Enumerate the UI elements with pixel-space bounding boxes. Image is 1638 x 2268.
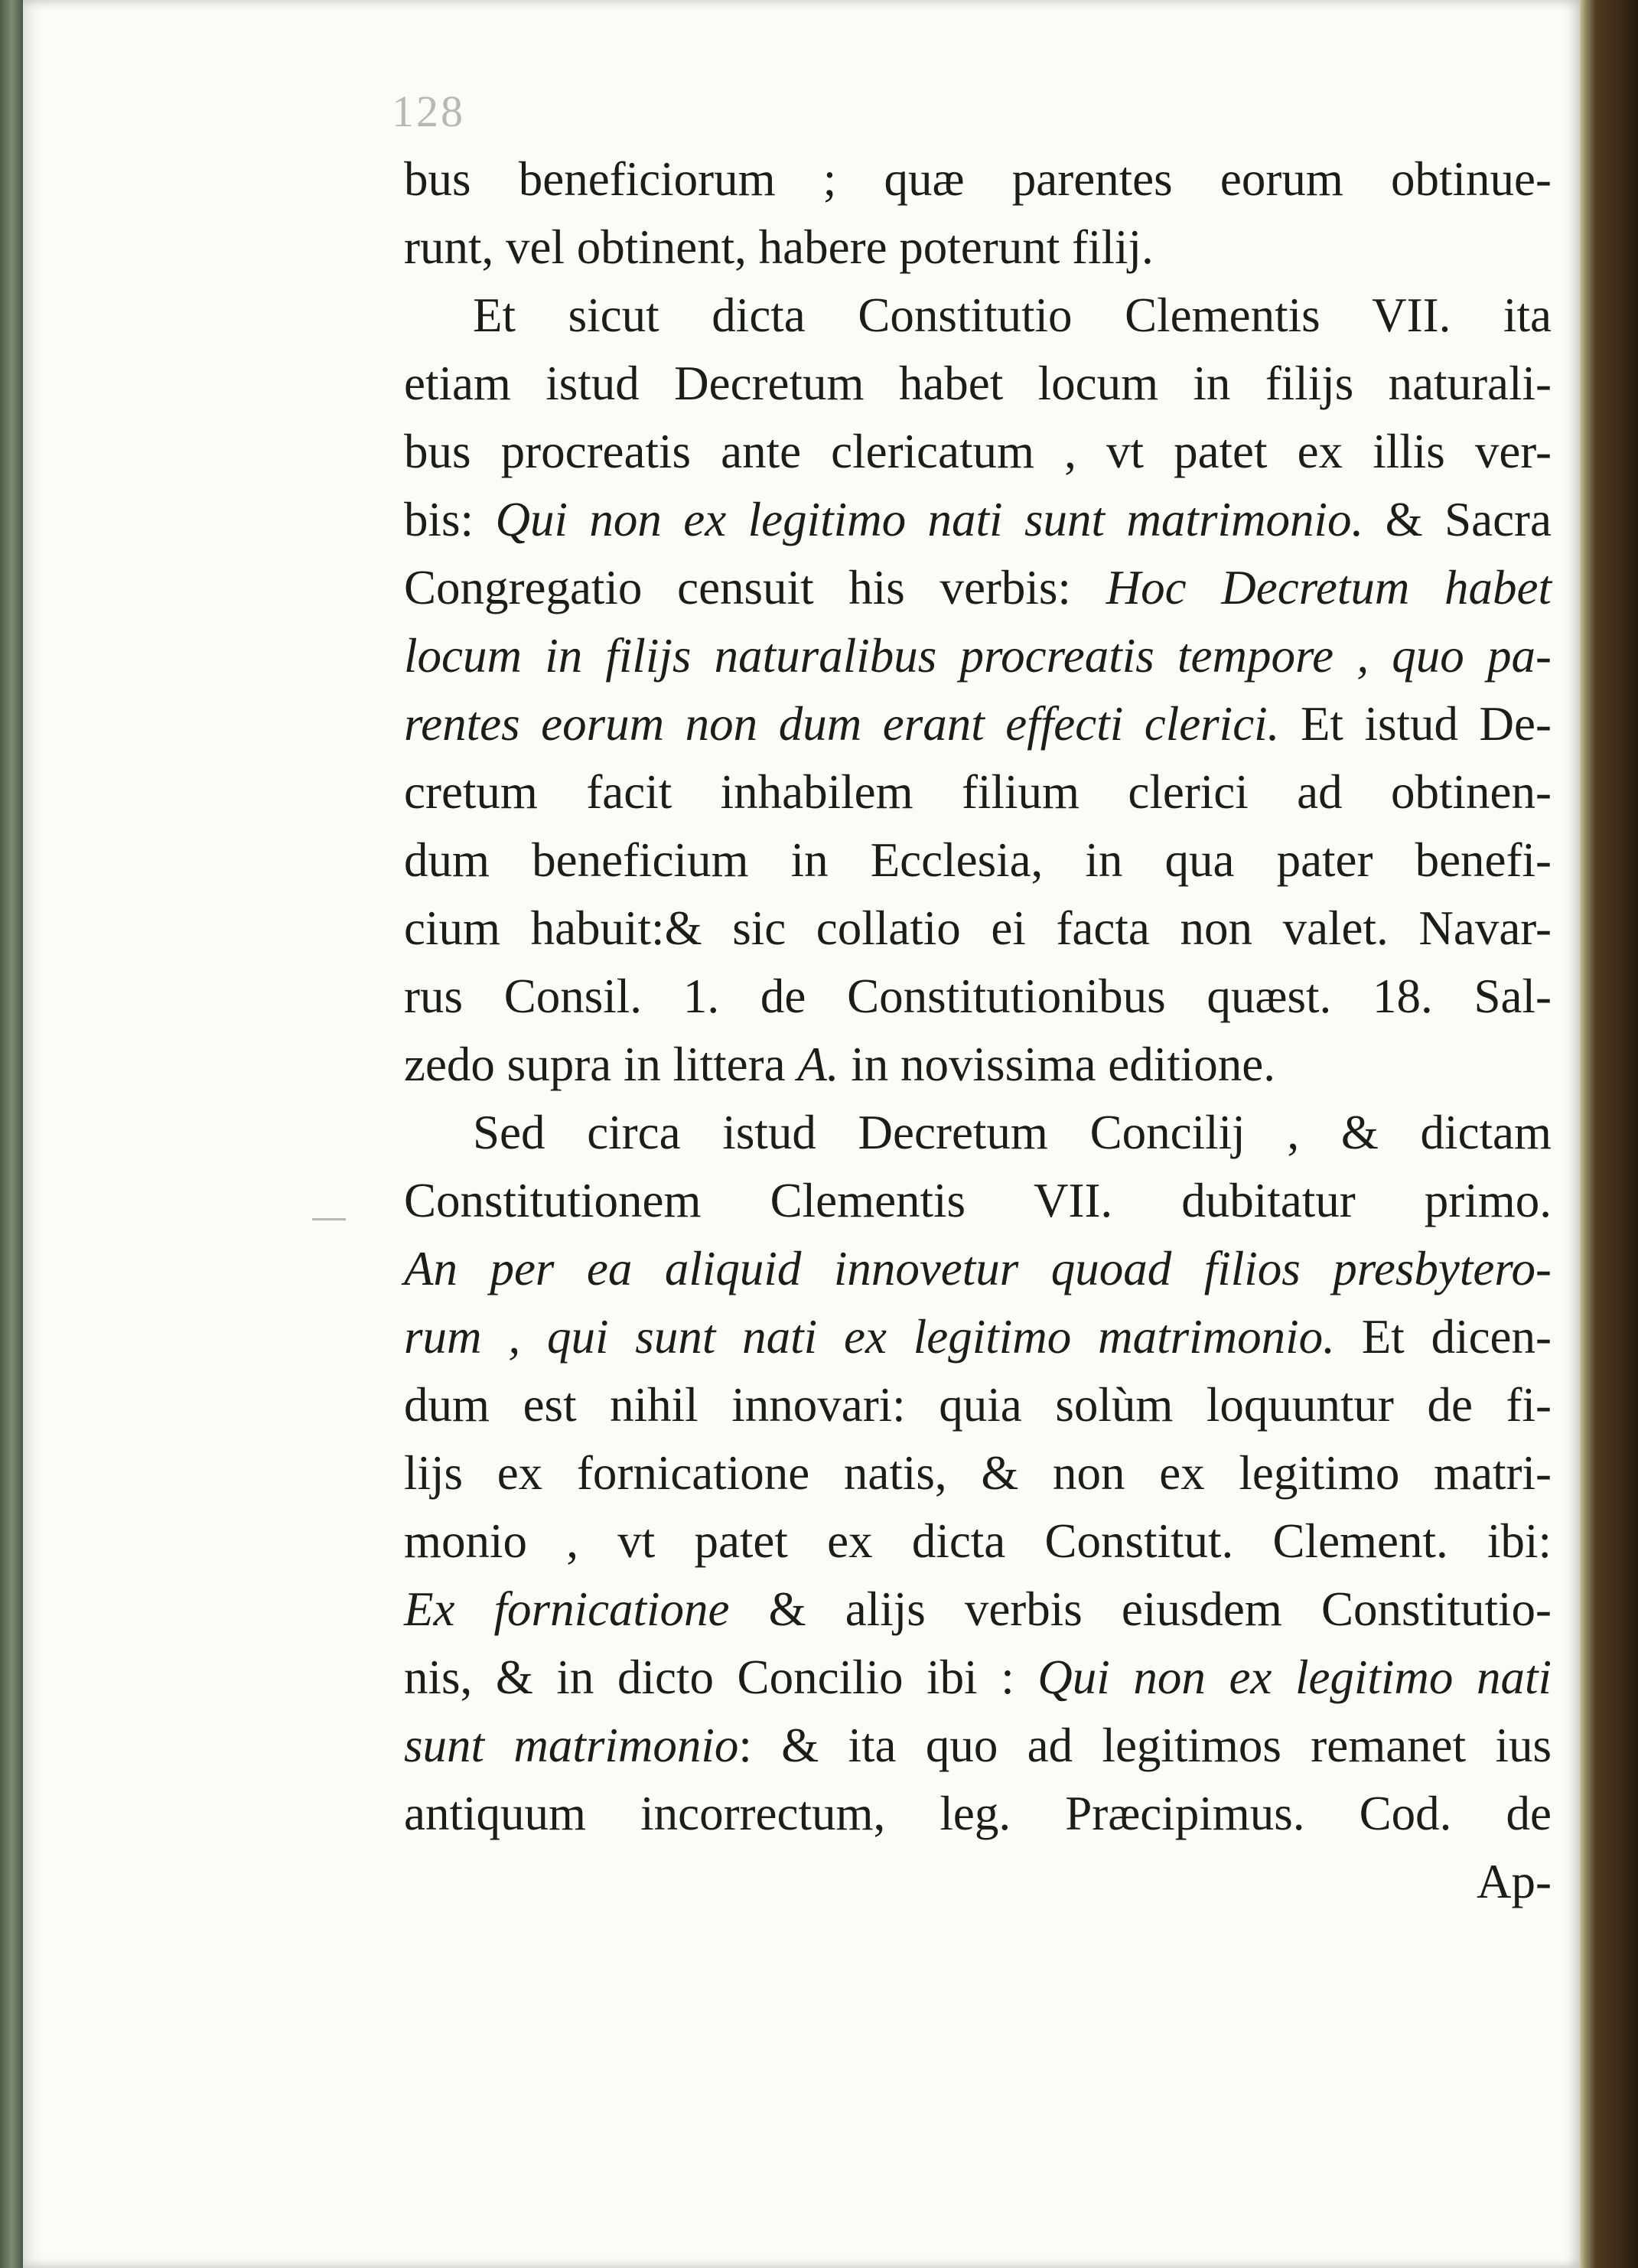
roman-text: rus Consil. 1. de Constitutionibus quæst. 18. Sal- — [404, 969, 1552, 1023]
roman-text: Et sicut dicta Constitutio Clementis VII. ita — [473, 288, 1552, 342]
roman-text: & Sacra — [1363, 493, 1552, 546]
italic-text: Ex fornicatione — [404, 1582, 730, 1636]
text-line — [404, 1439, 1552, 1507]
roman-text: dum beneficium in Ecclesia, in qua pater benefi- — [404, 833, 1552, 887]
text-line — [404, 1576, 1552, 1644]
text-line — [404, 894, 1552, 963]
text-line — [404, 213, 1552, 282]
text-line — [404, 145, 1552, 213]
roman-text: nis, & in dicto Concilio ibi : — [404, 1650, 1038, 1704]
text-line — [404, 1303, 1552, 1371]
italic-text: rentes eorum non dum erant effecti clerici. — [404, 697, 1280, 751]
roman-text: monio , vt patet ex dicta Constitut. Clement. ibi: — [404, 1514, 1552, 1568]
book-cover-edge — [1580, 0, 1638, 2268]
text-line — [404, 418, 1552, 486]
text-line — [404, 1507, 1552, 1576]
italic-text: Qui non ex legitimo nati — [1037, 1650, 1552, 1704]
text-line — [404, 486, 1552, 554]
roman-text: bus beneficiorum ; quæ parentes eorum obtinue- — [404, 152, 1552, 206]
text-line — [404, 1848, 1552, 1916]
roman-text: & alijs verbis eiusdem Constitutio- — [729, 1582, 1552, 1636]
text-line — [404, 690, 1552, 758]
text-line — [404, 826, 1552, 894]
roman-text: runt, vel obtinent, habere poterunt filij. — [404, 220, 1154, 274]
roman-text: : & ita quo ad legitimos remanet ius — [738, 1719, 1552, 1772]
text-line — [404, 1167, 1552, 1235]
roman-text: dum est nihil innovari: quia solùm loquuntur de fi- — [404, 1378, 1552, 1432]
roman-text: zedo supra in littera — [404, 1038, 798, 1091]
roman-text: Ap- — [1477, 1855, 1552, 1908]
text-line — [404, 1712, 1552, 1780]
roman-text: bis: — [404, 493, 496, 546]
italic-text: Qui non ex legitimo nati sunt matrimonio. — [495, 493, 1364, 546]
text-line — [404, 1780, 1552, 1848]
text-line — [404, 963, 1552, 1031]
roman-text: antiquum incorrectum, leg. Præcipimus. Cod. de — [404, 1787, 1552, 1840]
roman-text: Et dicen- — [1334, 1310, 1552, 1364]
italic-text: rum , qui sunt nati ex legitimo matrimonio. — [404, 1310, 1335, 1364]
italic-text: sunt matrimonio — [404, 1719, 739, 1772]
roman-text: in novissima editione. — [839, 1038, 1275, 1091]
text-line — [404, 622, 1552, 690]
text-line — [404, 350, 1552, 418]
roman-text: bus procreatis ante clericatum , vt patet ex illis ver- — [404, 425, 1552, 478]
italic-text: An per ea aliquid innovetur quoad filios presbytero- — [404, 1242, 1552, 1295]
text-block — [404, 145, 1552, 1916]
italic-text: Hoc Decretum habet — [1106, 561, 1552, 614]
italic-text: locum in filijs naturalibus procreatis tempore , quo pa- — [404, 629, 1552, 683]
text-line — [404, 1644, 1552, 1712]
roman-text: cium habuit:& sic collatio ei facta non valet. Navar- — [404, 901, 1552, 955]
italic-text: A. — [797, 1038, 839, 1091]
roman-text: etiam istud Decretum habet locum in filijs naturali- — [404, 357, 1552, 410]
roman-text: Congregatio censuit his verbis: — [404, 561, 1106, 614]
text-line — [404, 554, 1552, 622]
text-line — [404, 1371, 1552, 1439]
roman-text: lijs ex fornicatione natis, & non ex legitimo matri- — [404, 1446, 1552, 1500]
roman-text: Et istud De- — [1279, 697, 1552, 751]
margin-mark — [312, 1218, 346, 1220]
text-line — [404, 1031, 1552, 1099]
roman-text: Constitutionem Clementis VII. dubitatur primo. — [404, 1174, 1552, 1227]
text-line — [404, 758, 1552, 826]
text-line — [404, 1099, 1552, 1167]
page-number: 128 — [392, 86, 465, 136]
roman-text: Sed circa istud Decretum Concilij , & dictam — [473, 1106, 1552, 1159]
text-line — [404, 282, 1552, 350]
text-line — [404, 1235, 1552, 1303]
book-binding — [0, 0, 26, 2268]
roman-text: cretum facit inhabilem filium clerici ad obtinen- — [404, 765, 1552, 819]
